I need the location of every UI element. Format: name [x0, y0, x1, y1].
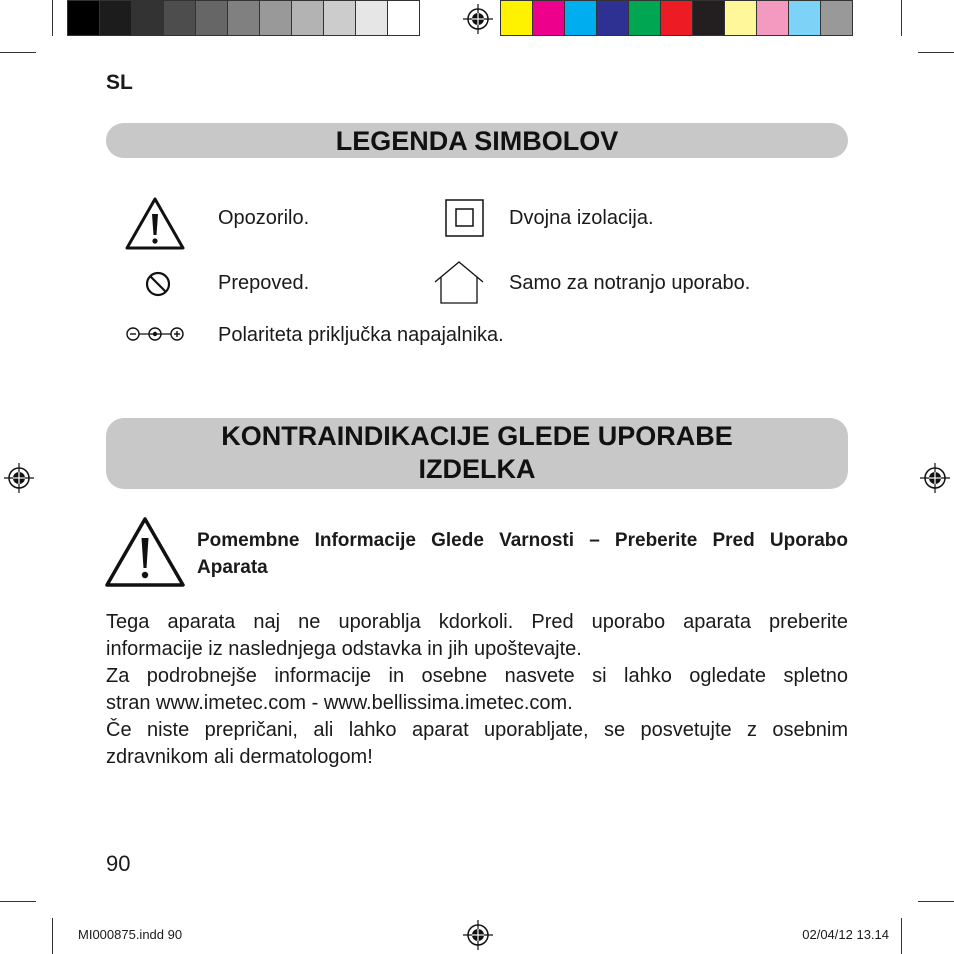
- section-title-line: KONTRAINDIKACIJE GLEDE UPORABE: [221, 421, 733, 451]
- footer-file-name: MI000875.indd 90: [78, 927, 183, 942]
- page-number: 90: [106, 851, 131, 876]
- paragraph-more-info: [106, 663, 848, 717]
- text-line: Tega aparata naj ne uporablja kdorkoli. Pred uporabo aparata preberite: [106, 611, 848, 633]
- text-line: Za podrobnejše informacije in osebne nasvete si lahko ogledate spletno: [106, 665, 848, 687]
- text-line: zdravnikom ali dermatologom!: [106, 746, 373, 768]
- color-swatch: [100, 0, 132, 36]
- registration-mark-icon: [463, 4, 493, 34]
- registration-mark-icon: [4, 463, 34, 493]
- color-swatch: [693, 0, 725, 36]
- color-swatch: [324, 0, 356, 36]
- registration-mark-icon: [463, 920, 493, 950]
- color-swatch: [260, 0, 292, 36]
- color-swatch: [164, 0, 196, 36]
- registration-mark-icon: [920, 463, 950, 493]
- color-swatch: [292, 0, 324, 36]
- color-swatch: [67, 0, 100, 36]
- grayscale-swatches: [67, 0, 420, 36]
- color-swatch: [821, 0, 853, 36]
- symbol-label-warning: Opozorilo.: [218, 207, 310, 229]
- color-swatch: [533, 0, 565, 36]
- double-insulation-icon: [445, 199, 484, 237]
- indoor-use-house-icon: [433, 260, 485, 305]
- color-swatch: [196, 0, 228, 36]
- symbol-label-indoor-use: Samo za notranjo uporabo.: [509, 272, 751, 294]
- language-code: SL: [106, 71, 133, 94]
- color-swatch: [725, 0, 757, 36]
- crop-mark: [901, 918, 902, 954]
- color-swatch: [500, 0, 533, 36]
- section-title-line: IZDELKA: [418, 454, 536, 484]
- color-swatch: [132, 0, 164, 36]
- color-swatch: [629, 0, 661, 36]
- color-swatch: [228, 0, 260, 36]
- crop-mark: [918, 901, 954, 902]
- text-line: stran www.imetec.com - www.bellissima.imetec.com.: [106, 692, 573, 714]
- color-swatch: [356, 0, 388, 36]
- color-swatches: [500, 0, 853, 36]
- symbol-label-polarity: Polariteta priključka napajalnika.: [218, 324, 504, 346]
- warning-triangle-icon: [104, 516, 186, 588]
- safety-warning-heading: Pomembne Informacije Glede Varnosti – Preberite Pred Uporabo Aparata: [197, 530, 848, 578]
- prohibition-icon: [144, 270, 172, 298]
- color-swatch: [757, 0, 789, 36]
- color-swatch: [565, 0, 597, 36]
- color-swatch: [388, 0, 420, 36]
- text-line: Če niste prepričani, ali lahko aparat uporabljate, se posvetujte z osebnim: [106, 719, 848, 741]
- color-swatch: [789, 0, 821, 36]
- crop-mark: [0, 901, 36, 902]
- section-title-contraindications: [106, 418, 848, 489]
- footer-date-time: 02/04/12 13.14: [802, 927, 889, 942]
- print-color-bar: [67, 0, 853, 36]
- crop-mark: [918, 52, 954, 53]
- paragraph-consult-doctor: [106, 717, 848, 771]
- section-title-symbols: LEGENDA SIMBOLOV: [106, 123, 848, 158]
- polarity-icon: [125, 324, 185, 344]
- crop-mark: [0, 52, 36, 53]
- text-line: informacije iz naslednjega odstavka in jih upoštevajte.: [106, 638, 582, 660]
- paragraph-intro: [106, 609, 848, 663]
- warning-triangle-icon: [124, 196, 186, 251]
- symbol-label-prohibition: Prepoved.: [218, 272, 310, 294]
- crop-mark: [52, 918, 53, 954]
- symbol-label-double-insulation: Dvojna izolacija.: [509, 207, 654, 229]
- crop-mark: [901, 0, 902, 36]
- crop-mark: [52, 0, 53, 36]
- color-swatch: [661, 0, 693, 36]
- color-swatch: [597, 0, 629, 36]
